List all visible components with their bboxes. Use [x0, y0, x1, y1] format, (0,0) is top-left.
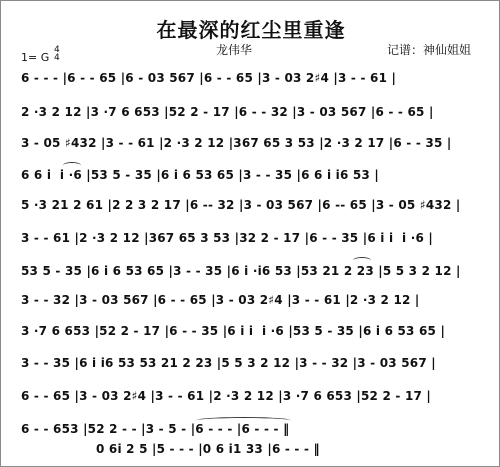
- time-signature-top: 4: [54, 45, 60, 55]
- tie-slur: [353, 257, 371, 264]
- score-line: 53 5 - 35 |6 i 6 53 65 |3 - - 35 |6 i ·i6 53 |53 21 2 23 |5 5 3 2 12 |: [21, 264, 461, 278]
- score-line: 6 - - 65 |3 - 03 2♯4 |3 - - 61 |2 ·3 2 12 |3 ·7 6 653 |52 2 - 17 |: [21, 389, 432, 403]
- score-line: 3 - - 32 |3 - 03 567 |6 - - 65 |3 - 03 2♯4 |3 - - 61 |2 ·3 2 12 |: [21, 293, 420, 307]
- score-line: 6 - - - |6 - - 65 |6 - 03 567 |6 - - 65 |3 - 03 2♯4 |3 - - 61 |: [21, 71, 397, 85]
- score-line: 3 - - 35 |6 i i6 53 53 21 2 23 |5 5 3 2 12 |3 - - 32 |3 - 03 567 |: [21, 356, 436, 370]
- time-signature-bottom: 4: [54, 53, 60, 63]
- time-signature: [54, 46, 60, 62]
- score-line: 3 - - 61 |2 ·3 2 12 |367 65 3 53 |32 2 - 17 |6 - - 35 |6 i i i ·6 |: [21, 231, 433, 245]
- song-title: 在最深的红尘里重逢: [156, 18, 346, 42]
- score-line: 2 ·3 2 12 |3 ·7 6 653 |52 2 - 17 |6 - - 32 |3 - 03 567 |6 - - 65 |: [21, 105, 434, 119]
- tie-slur: [196, 417, 291, 424]
- score-final-lower: 0 6i 2 5 |5 - - - |0 6 i1 33 |6 - - - ‖: [96, 442, 320, 456]
- tie-slur: [63, 162, 81, 169]
- singer-name: 龙伟华: [216, 43, 253, 57]
- score-final-upper: 6 - - 653 |52 2 - - |3 - 5 - |6 - - - |6 - - - ‖: [21, 422, 290, 436]
- score-line: 3 ·7 6 653 |52 2 - 17 |6 - - 35 |6 i i i ·6 |53 5 - 35 |6 i 6 53 65 |: [21, 324, 446, 338]
- score-line: 3 - 05 ♯432 |3 - - 61 |2 ·3 2 12 |367 65 3 53 |2 ·3 2 17 |6 - - 35 |: [21, 136, 452, 150]
- recorder-credit: 记谱：神仙姐姐: [387, 43, 472, 57]
- key-signature: 1= G: [21, 51, 50, 64]
- score-line: 6 6 i i ·6 |53 5 - 35 |6 i 6 53 65 |3 - - 35 |6 6 i i6 53 |: [21, 168, 379, 182]
- score-line: 5 ·3 21 2 61 |2 2 3 2 17 |6 -- 32 |3 - 03 567 |6 -- 65 |3 - 05 ♯432 |: [21, 198, 461, 212]
